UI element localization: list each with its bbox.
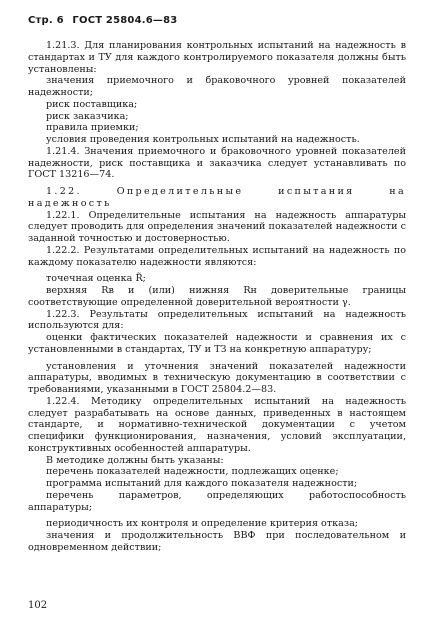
list-item: значения приемочного и браковочного уровней показателей надежности; [28,75,406,98]
list-item: условия проведения контрольных испытаний на надежность. [46,134,360,145]
list-item: перечень показателей надежности, подлежащих оценке; [46,466,339,478]
section-heading: 1.22. Определительные испытания на надежность [28,186,406,209]
list-item: точечная оценка R̃; [46,273,146,285]
paragraph: В методике должны быть указаны: [46,454,224,466]
paragraph: 1.22.1. Определительные испытания на надежность аппаратуры следует проводить для определения значений показателей надежности с заданной точностью и достоверностью. [28,209,406,244]
list-item: программа испытаний для каждого показателя надежности; [46,478,358,489]
list-item: перечень параметров, определяющих работоспособность аппаратуры; [28,489,406,513]
paragraph: 1.22.3. Результаты определительных испытаний на надежность используются для: [28,308,406,332]
list-item: правила приемки; [46,122,139,134]
list-item: периодичность их контроля и определение критерия отказа; [46,518,359,530]
list-item: риск заказчика; [46,110,129,122]
standard-id: ГОСТ 25804.6—83 [72,15,178,26]
paragraph: 1.21.4. Значения приемочного и браковочного уровней показателей надежности, риск поставщика и заказчика следует устанавливать по ГОСТ 13216—74. [28,145,406,181]
list-item: верхняя Rв и (или) нижняя Rн доверительные границы соответствующие определенной доверительной вероятности γ. [28,285,406,308]
paragraph: 1.21.3. Для планирования контрольных испытаний на надежность в стандартах и ТУ для каждого контролируемого показателя должны быть установлены: [28,40,406,75]
body-text [28,40,406,554]
list-item: установления и уточнения значений показателей надежности аппаратуры, вводимых в техническую документацию в соответствии с требованиями, указанными в ГОСТ 25804.2—83. [28,360,406,395]
paragraph: 1.22.4. Методику определительных испытаний на надежность следует разрабатывать на основе данных, приведенных в настоящем стандарте, и нормативно-технической документации с учетом специфики функционирования, назначения, условий эксплуатации, конструктивных особенностей аппаратуры. [28,395,406,454]
list-item: риск поставщика; [46,98,138,110]
page-header [28,15,182,26]
paragraph: 1.22.2. Результатами определительных испытаний на надежность по каждому показателю надежности являются: [28,244,406,268]
page-label: Стр. 6 [28,15,64,26]
list-item: оценки фактических показателей надежности и сравнения их с установленными в стандартах, ТУ и ТЗ на конкретную аппаратуру; [28,332,406,355]
list-item: значения и продолжительность ВВФ при последовательном и одновременном действии; [28,530,406,553]
page-number: 102 [28,600,48,611]
